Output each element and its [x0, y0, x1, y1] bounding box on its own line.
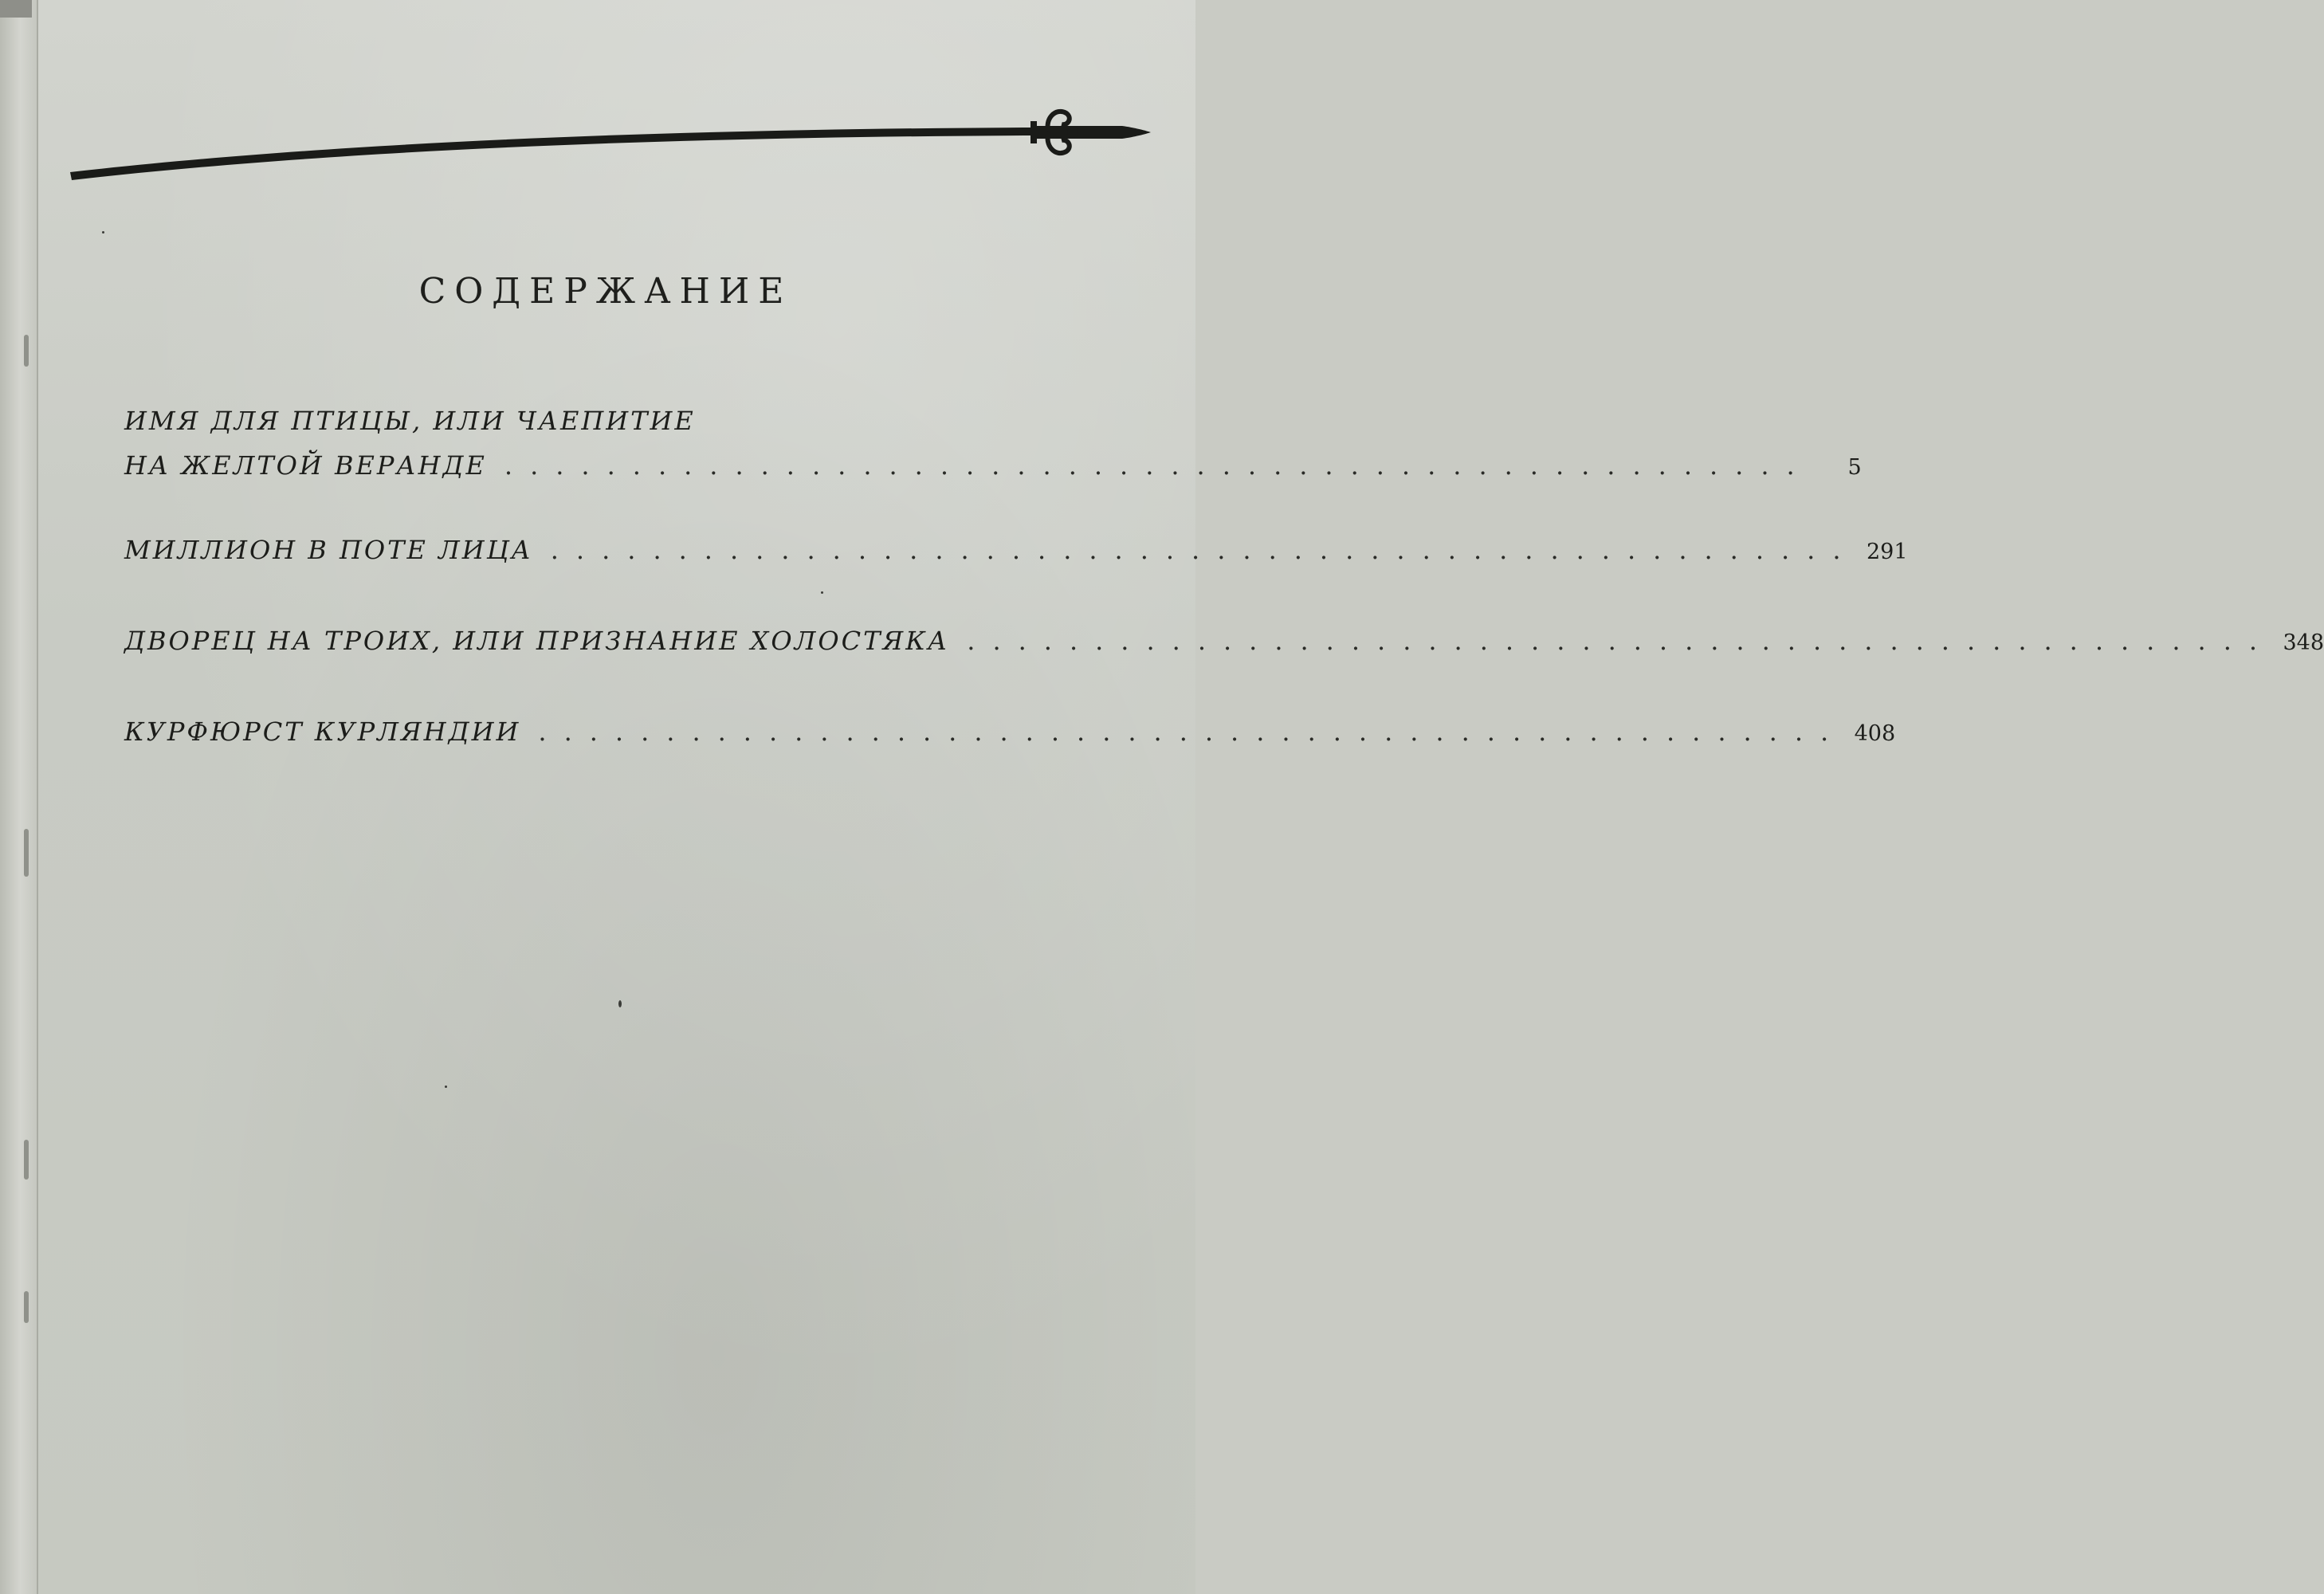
toc-entry-title: ДВОРЕЦ НА ТРОИХ, ИЛИ ПРИЗНАНИЕ ХОЛОСТЯКА: [124, 626, 950, 656]
spine-stitch: [24, 335, 29, 367]
dot-leader: ...................................................: [967, 626, 2275, 656]
dot-leader: ...................................................: [550, 535, 1859, 565]
table-of-contents: [124, 398, 2324, 754]
spine-tab: [0, 0, 32, 18]
toc-entry: [124, 618, 2324, 663]
decorative-sword-rule: [70, 96, 1154, 183]
spine-stitch: [24, 1291, 29, 1323]
paper-speck: [445, 1086, 447, 1088]
spine-stitch: [24, 1140, 29, 1180]
toc-page-number: 348: [2283, 630, 2324, 655]
page-title: СОДЕРЖАНИЕ: [418, 271, 793, 312]
toc-entry-title: НА ЖЕЛТОЙ ВЕРАНДЕ: [124, 450, 487, 481]
toc-entry: [124, 398, 1862, 488]
toc-page-number: 408: [1854, 721, 1896, 746]
toc-entry-title: ИМЯ ДЛЯ ПТИЦЫ, ИЛИ ЧАЕПИТИЕ: [124, 406, 696, 436]
toc-page-number: 291: [1866, 540, 1908, 564]
paper-speck: [618, 1000, 622, 1007]
dot-leader: ...................................................: [538, 717, 1847, 747]
toc-entry: [124, 709, 1896, 754]
paper-speck: [821, 591, 823, 594]
toc-entry-title: МИЛЛИОН В ПОТЕ ЛИЦА: [124, 535, 533, 565]
toc-entry-title: КУРФЮРСТ КУРЛЯНДИИ: [124, 717, 521, 747]
toc-entry: [124, 528, 1908, 572]
spine-stitch: [24, 829, 29, 877]
paper-speck: [102, 231, 104, 234]
toc-page-number: 5: [1847, 455, 1862, 480]
dot-leader: ...................................................: [504, 450, 1812, 481]
book-spine: [0, 0, 38, 1594]
